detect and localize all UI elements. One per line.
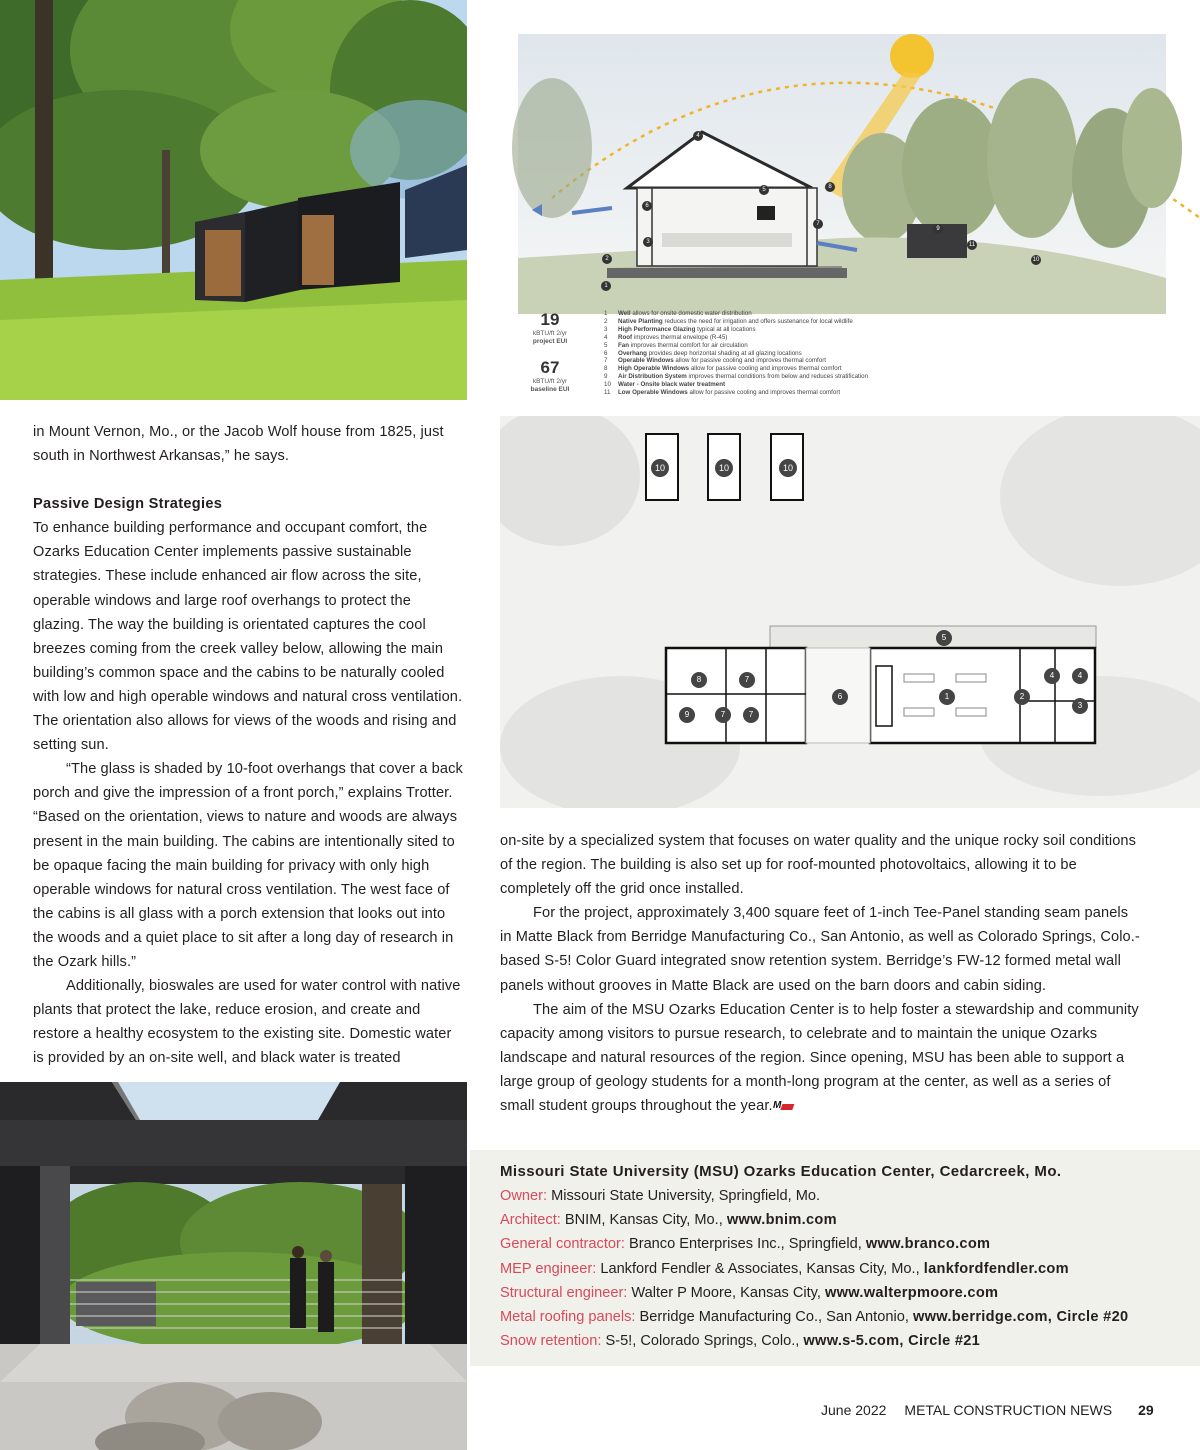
room-label: 8 bbox=[696, 675, 702, 684]
footer-date: June 2022 bbox=[821, 1402, 887, 1418]
section-subhead: Passive Design Strategies bbox=[33, 496, 223, 513]
eui-project-label: project EUI bbox=[532, 338, 568, 345]
porch-view-photo-illustration bbox=[0, 1082, 467, 1450]
cabin-label: 10 bbox=[654, 463, 665, 473]
credit-line-structural-engineer bbox=[500, 1281, 1180, 1305]
page-number: 29 bbox=[1138, 1402, 1154, 1418]
credit-value: Missouri State University, Springfield, Mo. bbox=[547, 1188, 821, 1204]
paragraph-intro: in Mount Vernon, Mo., or the Jacob Wolf house from 1825, just south in Northwest Arkansas,” he says. bbox=[33, 424, 444, 465]
footer-publication: METAL CONSTRUCTION NEWS bbox=[904, 1402, 1113, 1418]
credit-website-link[interactable]: www.berridge.com, Circle #20 bbox=[912, 1309, 1129, 1326]
svg-text:M: M bbox=[772, 1100, 782, 1112]
legend-item: 8 High Operable Windows allow for passive cooling and improves thermal comfort bbox=[604, 365, 842, 373]
credits-title: Missouri State University (MSU) Ozarks Education Center, Cedarcreek, Mo. bbox=[500, 1163, 1062, 1180]
legend-item: 6 Overhang provides deep horizontal shading at all glazing locations bbox=[604, 349, 802, 357]
section-marker: 2 bbox=[605, 256, 609, 262]
credit-line-owner bbox=[500, 1184, 1180, 1208]
eui-project-value: 19 bbox=[540, 310, 560, 329]
credit-website-link[interactable]: www.walterpmoore.com bbox=[825, 1284, 999, 1301]
credit-value: Walter P Moore, Kansas City, bbox=[627, 1284, 825, 1301]
legend-item: 11 Low Operable Windows allow for passive cooling and improves thermal comfort bbox=[604, 389, 841, 397]
paragraph: on-site by a specialized system that focuses on water quality and the unique rocky soil conditions of the region. The building is also set up for roof-mounted photovoltaics, allowing it to be completely off the grid once installed. bbox=[500, 833, 1137, 898]
right-column-text bbox=[500, 829, 1140, 1118]
credit-value: BNIM, Kansas City, Mo., bbox=[560, 1212, 727, 1229]
credit-line-metal-roofing bbox=[500, 1305, 1180, 1329]
porch-view-photo bbox=[0, 1082, 467, 1450]
eui-project-unit: kBTU/ft 2/yr bbox=[532, 330, 568, 337]
paragraph: “The glass is shaded by 10-foot overhangs that cover a back porch and give the impression of a front porch,” explains Trotter. “Based on the orientation, views to nature and woods are always present in the main building. The cabins are intentionally sited to be opaque facing the main building for privacy with only high operable windows for natural cross ventilation. The west face of the cabins is all glass with a porch extension that looks out into the woods and a quiet place to sit after a long day of research in the Ozark hills.” bbox=[33, 761, 463, 970]
credit-value: Berridge Manufacturing Co., San Antonio, bbox=[635, 1309, 913, 1326]
paragraph: To enhance building performance and occupant comfort, the Ozarks Education Center implements passive sustainable strategies. These include enhanced air flow across the site, operable windows and large roof overhangs to protect the glazing. The way the building is orientated captures the cool breezes coming from the creek valley below, allowing the main building’s common space and the cabins to be naturally cooled with low and high operable windows and natural cross ventilation. The orientation also allows for views of the woods and rising and setting sun. bbox=[33, 520, 463, 754]
legend-item: 5 Fan improves thermal comfort for air circulation bbox=[604, 341, 748, 349]
credit-label: Metal roofing panels: bbox=[500, 1309, 636, 1326]
credit-label: Snow retention: bbox=[500, 1333, 602, 1350]
end-mark-logo-icon bbox=[773, 1097, 799, 1113]
paragraph: Additionally, bioswales are used for water control with native plants that protect the lake, reduce erosion, and create and restore a healthy ecosystem to the existing site. Domestic water is provided by an on-site well, and black water is treated bbox=[33, 978, 461, 1067]
credit-label: MEP engineer: bbox=[500, 1260, 597, 1277]
credit-line-general-contractor bbox=[500, 1232, 1180, 1256]
cabins-photo bbox=[0, 0, 467, 400]
legend-item: 1 Well allows for onsite domestic water distribution bbox=[604, 310, 752, 317]
section-marker: 1 bbox=[604, 283, 608, 289]
room-label: 5 bbox=[941, 633, 947, 642]
room-label: 7 bbox=[720, 710, 726, 719]
paragraph-text: The aim of the MSU Ozarks Education Center is to help foster a stewardship and community capacity among visitors to pursue research, to celebrate and to maintain the unique Ozarks landscape and natural resources of the region. Since opening, MSU has been able to support a large group of geology students for a month-long program at the center, as well as a series of small student groups throughout the year. bbox=[500, 1001, 1139, 1115]
credit-value: Lankford Fendler & Associates, Kansas City, Mo., bbox=[596, 1260, 924, 1277]
room-label: 4 bbox=[1077, 671, 1083, 680]
cabin-label: 10 bbox=[718, 463, 729, 473]
room-label: 4 bbox=[1049, 671, 1055, 680]
eui-baseline-label: baseline EUI bbox=[530, 386, 570, 393]
credit-line-mep-engineer bbox=[500, 1257, 1180, 1281]
legend-item: 10 Water - Onsite black water treatment bbox=[604, 381, 726, 389]
credit-website-link[interactable]: www.bnim.com bbox=[726, 1212, 837, 1229]
page-footer bbox=[821, 1400, 1154, 1420]
section-marker: 4 bbox=[696, 133, 700, 139]
credit-label: Owner: bbox=[500, 1188, 548, 1204]
credit-label: Structural engineer: bbox=[500, 1284, 628, 1301]
credit-line-snow-retention bbox=[500, 1329, 1180, 1353]
credit-label: General contractor: bbox=[500, 1236, 625, 1253]
credit-website-link[interactable]: www.branco.com bbox=[865, 1236, 991, 1253]
legend-item: 4 Roof improves thermal envelope (R-45) bbox=[604, 333, 728, 341]
credit-value: Branco Enterprises Inc., Springfield, bbox=[624, 1236, 866, 1253]
room-label: 6 bbox=[837, 692, 843, 701]
room-label: 2 bbox=[1019, 692, 1025, 701]
diagram-legend bbox=[604, 310, 1014, 397]
credit-website-link[interactable]: lankfordfendler.com bbox=[923, 1260, 1069, 1277]
eui-baseline-value: 67 bbox=[540, 358, 560, 377]
section-marker: 10 bbox=[1032, 257, 1040, 263]
room-label: 7 bbox=[748, 710, 754, 719]
legend-item: 2 Native Planting reduces the need for irrigation and offers sustenance for local wildlife bbox=[604, 317, 853, 325]
floor-plan bbox=[500, 416, 1200, 808]
section-marker: 3 bbox=[646, 239, 650, 245]
legend-item: 9 Air Distribution System improves thermal conditions from below and reduces stratification bbox=[604, 373, 869, 381]
legend-item: 7 Operable Windows allow for passive cooling and improves thermal comfort bbox=[604, 357, 827, 365]
room-label: 9 bbox=[684, 710, 690, 719]
paragraph: For the project, approximately 3,400 square feet of 1-inch Tee-Panel standing seam panels in Matte Black from Berridge Manufacturing Co., San Antonio, as well as Colorado Springs, Colo.-based S-5! Color Guard integrated snow retention system. Berridge’s FW-12 formed metal wall panels without grooves in Matte Black are used on the barn doors and cabin siding. bbox=[500, 905, 1140, 994]
section-marker: 11 bbox=[968, 242, 976, 248]
credit-label: Architect: bbox=[500, 1212, 561, 1229]
eui-baseline-unit: kBTU/ft 2/yr bbox=[532, 378, 568, 385]
legend-item: 3 High Performance Glazing typical at all locations bbox=[604, 325, 756, 333]
room-label: 7 bbox=[744, 675, 750, 684]
left-column-text bbox=[33, 420, 465, 1070]
project-credits-box bbox=[470, 1150, 1200, 1366]
section-marker: 6 bbox=[645, 203, 649, 209]
room-label: 1 bbox=[944, 692, 950, 701]
credit-website-link[interactable]: www.s-5.com, Circle #21 bbox=[803, 1333, 981, 1350]
section-marker: 5 bbox=[762, 187, 766, 193]
section-marker: 8 bbox=[828, 184, 832, 190]
cabin-label: 10 bbox=[782, 463, 793, 473]
floor-plan-drawing bbox=[500, 416, 1200, 808]
room-label: 3 bbox=[1077, 701, 1083, 710]
section-marker: 9 bbox=[936, 226, 940, 232]
section-marker: 7 bbox=[816, 221, 820, 227]
paragraph bbox=[500, 998, 1140, 1118]
credit-value: S-5!, Colorado Springs, Colo., bbox=[601, 1333, 804, 1350]
cabins-photo-illustration bbox=[0, 0, 467, 400]
credit-line-architect bbox=[500, 1208, 1180, 1232]
passive-strategies-section-diagram bbox=[512, 28, 1200, 400]
